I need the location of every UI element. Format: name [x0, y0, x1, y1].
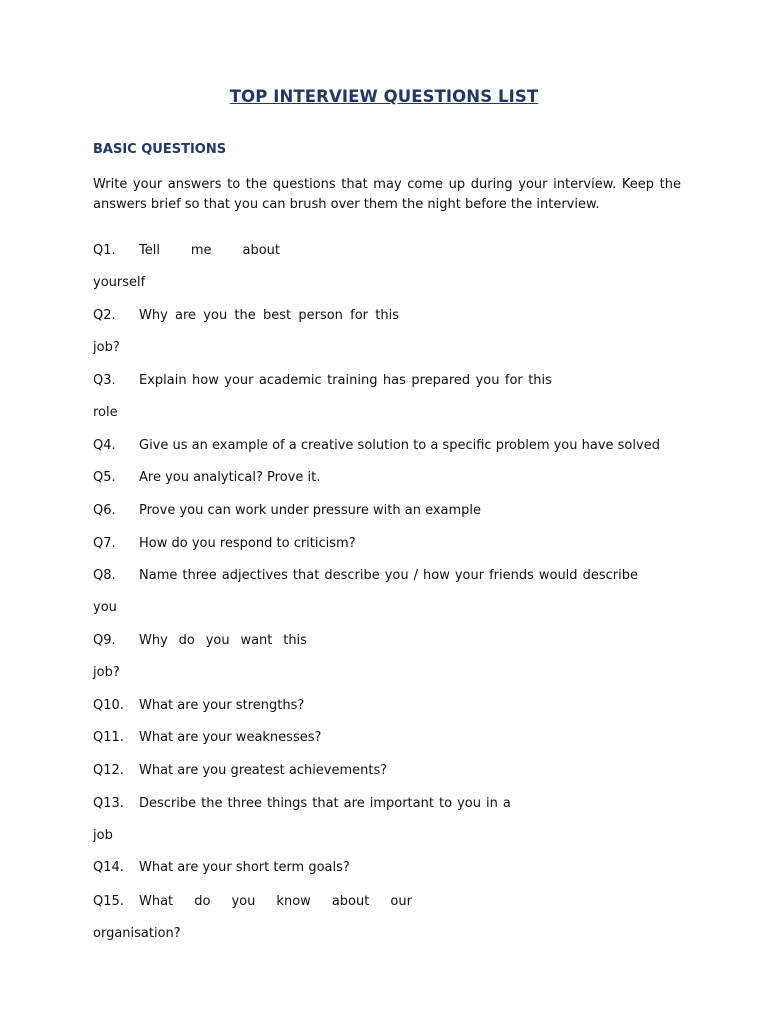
question-number: Q9. — [93, 633, 116, 648]
question-15-continuation: organisation? — [93, 926, 181, 941]
question-word: friends — [489, 568, 534, 583]
question-word: person — [298, 308, 343, 323]
question-word: the — [234, 308, 256, 323]
question-word: a — [502, 796, 511, 811]
question-text: What are your strengths? — [139, 698, 305, 713]
question-word: Why — [139, 308, 168, 323]
question-word: about — [331, 894, 370, 909]
question-3-continuation: role — [93, 405, 118, 420]
question-15 — [93, 894, 412, 909]
question-1-continuation: yourself — [93, 275, 146, 290]
question-word: / — [413, 568, 418, 583]
question-word: you — [384, 568, 409, 583]
question-text: How do you respond to criticism? — [139, 536, 356, 551]
question-word: are — [175, 308, 197, 323]
question-word: that — [312, 796, 339, 811]
question-text — [139, 308, 399, 323]
intro-paragraph: Write your answers to the questions that may come up during your interview. Keep the answers brief so that you can brush over them the night before the interview. — [93, 177, 681, 212]
question-word: know — [276, 894, 311, 909]
question-13-continuation: job — [93, 828, 113, 843]
question-word: has — [382, 373, 406, 388]
question-number: Q4. — [93, 438, 116, 453]
question-word: adjectives — [221, 568, 288, 583]
question-word: training — [327, 373, 378, 388]
question-number: Q14. — [93, 860, 124, 875]
question-13 — [93, 796, 511, 811]
question-number: Q10. — [93, 698, 124, 713]
question-1 — [93, 243, 280, 258]
question-text: What are your short term goals? — [139, 860, 350, 875]
question-word: Tell — [139, 243, 160, 258]
question-text: Give us an example of a creative solution to a specific problem you have solved — [139, 438, 660, 453]
question-word: are — [343, 796, 365, 811]
question-word: you — [475, 373, 500, 388]
question-text: What are you greatest achievements? — [139, 763, 388, 778]
question-text — [139, 243, 280, 258]
question-word: how — [192, 373, 219, 388]
question-word: Name — [139, 568, 178, 583]
question-number: Q13. — [93, 796, 124, 811]
question-word: this — [283, 633, 307, 648]
question-10 — [93, 698, 304, 713]
question-number: Q7. — [93, 536, 116, 551]
question-3 — [93, 373, 552, 388]
question-number: Q1. — [93, 243, 116, 258]
question-word: three — [182, 568, 217, 583]
question-text: Prove you can work under pressure with an example — [139, 503, 482, 518]
question-word: Why — [139, 633, 168, 648]
question-word: want — [240, 633, 273, 648]
question-word: three — [227, 796, 262, 811]
section-heading: BASIC QUESTIONS — [93, 142, 227, 157]
question-5 — [93, 470, 320, 485]
document-title: TOP INTERVIEW QUESTIONS LIST — [229, 87, 539, 106]
question-7 — [93, 536, 356, 551]
question-word: this — [528, 373, 552, 388]
question-word: in — [486, 796, 498, 811]
question-word: What — [139, 894, 174, 909]
question-word: do — [178, 633, 195, 648]
question-word: that — [292, 568, 320, 583]
question-word: best — [263, 308, 292, 323]
question-word: Explain — [139, 373, 187, 388]
question-word: how — [423, 568, 450, 583]
question-word: important — [369, 796, 434, 811]
question-word: prepared — [411, 373, 471, 388]
question-8 — [93, 568, 638, 583]
question-text — [139, 373, 552, 388]
question-2-continuation: job? — [93, 340, 120, 355]
question-word: me — [190, 243, 212, 258]
question-word: you — [457, 796, 481, 811]
question-word: for — [350, 308, 369, 323]
question-4 — [93, 438, 660, 453]
question-text: Are you analytical? Prove it. — [139, 470, 321, 485]
question-word: things — [266, 796, 308, 811]
question-word: you — [203, 308, 228, 323]
question-word: this — [375, 308, 399, 323]
question-text — [139, 894, 412, 909]
question-text — [139, 568, 638, 583]
question-11 — [93, 730, 321, 745]
question-word: your — [224, 373, 254, 388]
question-9 — [93, 633, 307, 648]
question-word: to — [439, 796, 453, 811]
question-number: Q3. — [93, 373, 116, 388]
question-8-continuation: you — [93, 600, 117, 615]
question-text: What are your weaknesses? — [139, 730, 322, 745]
question-word: describe — [582, 568, 638, 583]
question-12 — [93, 763, 387, 778]
question-word: our — [390, 894, 412, 909]
question-word: you — [231, 894, 256, 909]
question-word: academic — [258, 373, 322, 388]
question-6 — [93, 503, 481, 518]
question-14 — [93, 860, 350, 875]
question-number: Q8. — [93, 568, 116, 583]
question-word: the — [201, 796, 223, 811]
question-word: for — [504, 373, 523, 388]
question-word: your — [454, 568, 485, 583]
question-number: Q2. — [93, 308, 116, 323]
question-text — [139, 796, 511, 811]
question-text — [139, 633, 307, 648]
question-number: Q11. — [93, 730, 124, 745]
question-word: do — [194, 894, 211, 909]
question-word: would — [538, 568, 578, 583]
question-word: Describe — [139, 796, 197, 811]
question-2 — [93, 308, 399, 323]
question-number: Q6. — [93, 503, 116, 518]
question-word: you — [205, 633, 230, 648]
question-9-continuation: job? — [93, 665, 120, 680]
question-word: describe — [324, 568, 380, 583]
question-word: about — [242, 243, 280, 258]
question-number: Q12. — [93, 763, 124, 778]
question-number: Q15. — [93, 894, 124, 909]
question-number: Q5. — [93, 470, 116, 485]
